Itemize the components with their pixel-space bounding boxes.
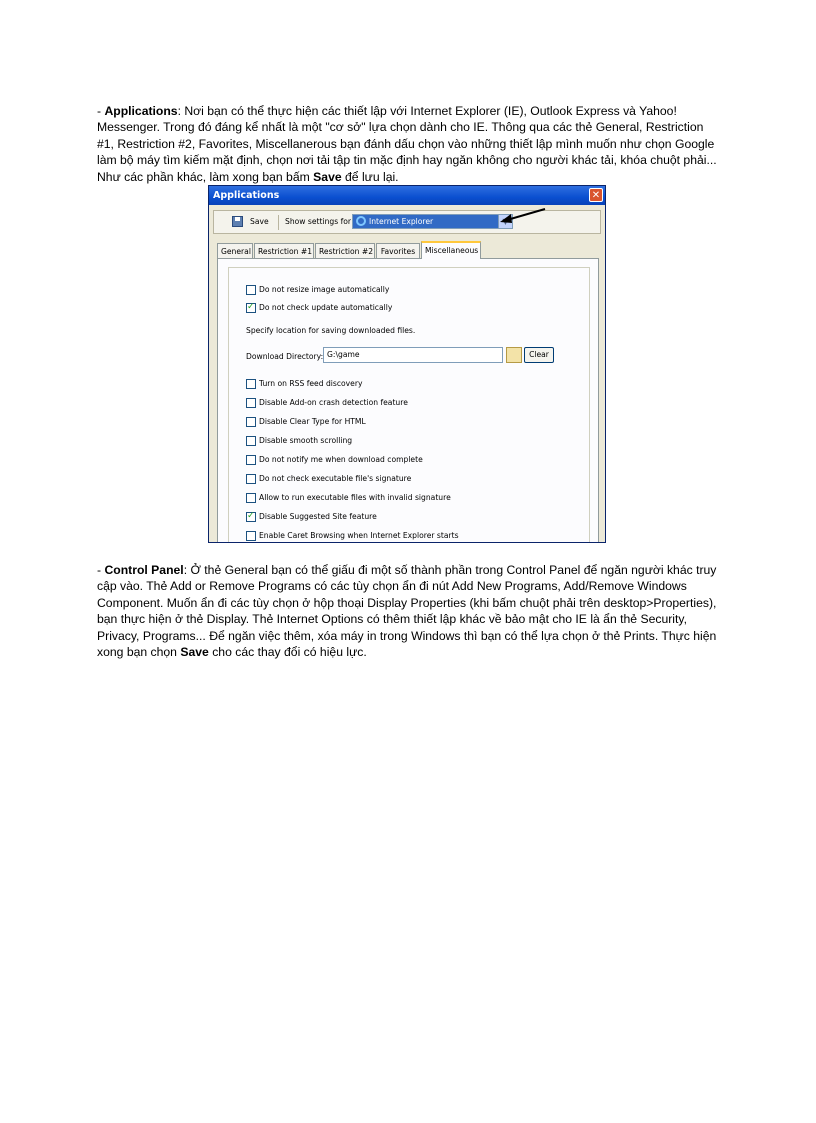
- checkbox-checked[interactable]: [246, 512, 256, 522]
- option-label: Enable Caret Browsing when Internet Explorer starts: [259, 531, 459, 540]
- pointer-arrow-icon: [497, 205, 547, 225]
- option-label: Disable Add-on crash detection feature: [259, 398, 408, 407]
- floppy-disk-icon: [232, 216, 243, 227]
- tab-general[interactable]: General: [217, 243, 253, 258]
- toolbar-divider: [278, 215, 279, 230]
- tab-miscellaneous[interactable]: Miscellaneous: [421, 241, 481, 259]
- save-button[interactable]: [232, 215, 269, 229]
- checkbox[interactable]: [246, 474, 256, 484]
- tab-restriction-1[interactable]: Restriction #1: [254, 243, 314, 258]
- checkbox[interactable]: [246, 417, 256, 427]
- applications-paragraph: [97, 103, 722, 185]
- applications-text: : Nơi bạn có thể thực hiện các thiết lập với Internet Explorer (IE), Outlook Express và Yahoo! Messenger. Trong đó đáng kể nhất là một "cơ sở" lựa chọn dành cho IE. Thông qua các thẻ General, Restriction #1, Restriction #2, Favorites, Miscellanerous bạn đánh dấu chọn vào những thiết lập mình muốn như chọn Google làm bộ máy tìm kiếm mặt định, chọn nơi tải tập tin mặc định hay ngăn không cho người khác tải, khóa chuột phải... Như các phần khác, làm xong bạn bấm: [97, 104, 717, 184]
- control-panel-heading: Control Panel: [104, 563, 184, 577]
- download-directory-input[interactable]: G:\game: [323, 347, 503, 363]
- option-label: Do not check update automatically: [259, 303, 393, 312]
- option-label: Disable Clear Type for HTML: [259, 417, 366, 426]
- option-label: Disable Suggested Site feature: [259, 512, 377, 521]
- close-icon[interactable]: ✕: [589, 188, 603, 202]
- checkbox[interactable]: [246, 398, 256, 408]
- applications-text-end: để lưu lại.: [341, 169, 399, 184]
- selected-application: Internet Explorer: [369, 217, 434, 226]
- internet-explorer-icon: [356, 216, 366, 226]
- option-label: Turn on RSS feed discovery: [259, 379, 363, 388]
- option-label: Do not resize image automatically: [259, 285, 390, 294]
- save-emphasis: Save: [313, 169, 342, 184]
- bullet-dash: -: [97, 563, 105, 577]
- download-directory-label: Download Directory:: [246, 352, 324, 361]
- option-label: Allow to run executable files with invalid signature: [259, 493, 451, 502]
- checkbox[interactable]: [246, 493, 256, 503]
- checkbox[interactable]: [246, 285, 256, 295]
- download-note: Specify location for saving downloaded files.: [246, 326, 416, 335]
- clear-button[interactable]: Clear: [524, 347, 554, 363]
- save-emphasis: Save: [180, 645, 209, 660]
- show-settings-label: Show settings for: [285, 217, 352, 226]
- checkbox[interactable]: [246, 531, 256, 541]
- bullet-dash: -: [97, 104, 105, 118]
- checkbox[interactable]: [246, 379, 256, 389]
- applications-heading: Applications: [104, 104, 178, 118]
- options-group: [228, 267, 590, 543]
- dialog-title: Applications: [213, 190, 280, 201]
- option-label: Do not check executable file's signature: [259, 474, 412, 483]
- dialog-titlebar: [209, 186, 605, 205]
- save-label: Save: [250, 217, 269, 226]
- option-label: Disable smooth scrolling: [259, 436, 353, 445]
- applications-dialog-screenshot: [208, 185, 606, 543]
- control-panel-text-end: cho các thay đổi có hiệu lực.: [208, 645, 367, 660]
- checkbox[interactable]: [246, 455, 256, 465]
- checkbox[interactable]: [246, 436, 256, 446]
- control-panel-text: : Ở thẻ General bạn có thể giấu đi một số thành phần trong Control Panel để ngăn người khác truy cập vào. Thẻ Add or Remove Programs có các tùy chọn ẩn đi nút Add New Programs, Add/Remove Windows Component. Muốn ẩn đi các tùy chọn ở hộp thoại Display Properties (khi bấm chuột phải trên desktop>Properties), bạn thực hiện ở thẻ Display. Thẻ Internet Options có thêm thiết lập khác về bảo mật cho IE là ẩn thẻ Security, Privacy, Programs... Để ngăn việc thêm, xóa máy in trong Windows thì bạn có thể lựa chọn ở thẻ Prints. Thực hiện xong bạn chọn: [97, 563, 717, 660]
- checkbox-checked[interactable]: [246, 303, 256, 313]
- application-select[interactable]: [352, 214, 499, 229]
- folder-icon[interactable]: [506, 347, 522, 363]
- tab-favorites[interactable]: Favorites: [376, 243, 420, 258]
- tab-restriction-2[interactable]: Restriction #2: [315, 243, 375, 258]
- option-label: Do not notify me when download complete: [259, 455, 423, 464]
- control-panel-paragraph: [97, 562, 722, 660]
- miscellaneous-panel: [217, 258, 599, 543]
